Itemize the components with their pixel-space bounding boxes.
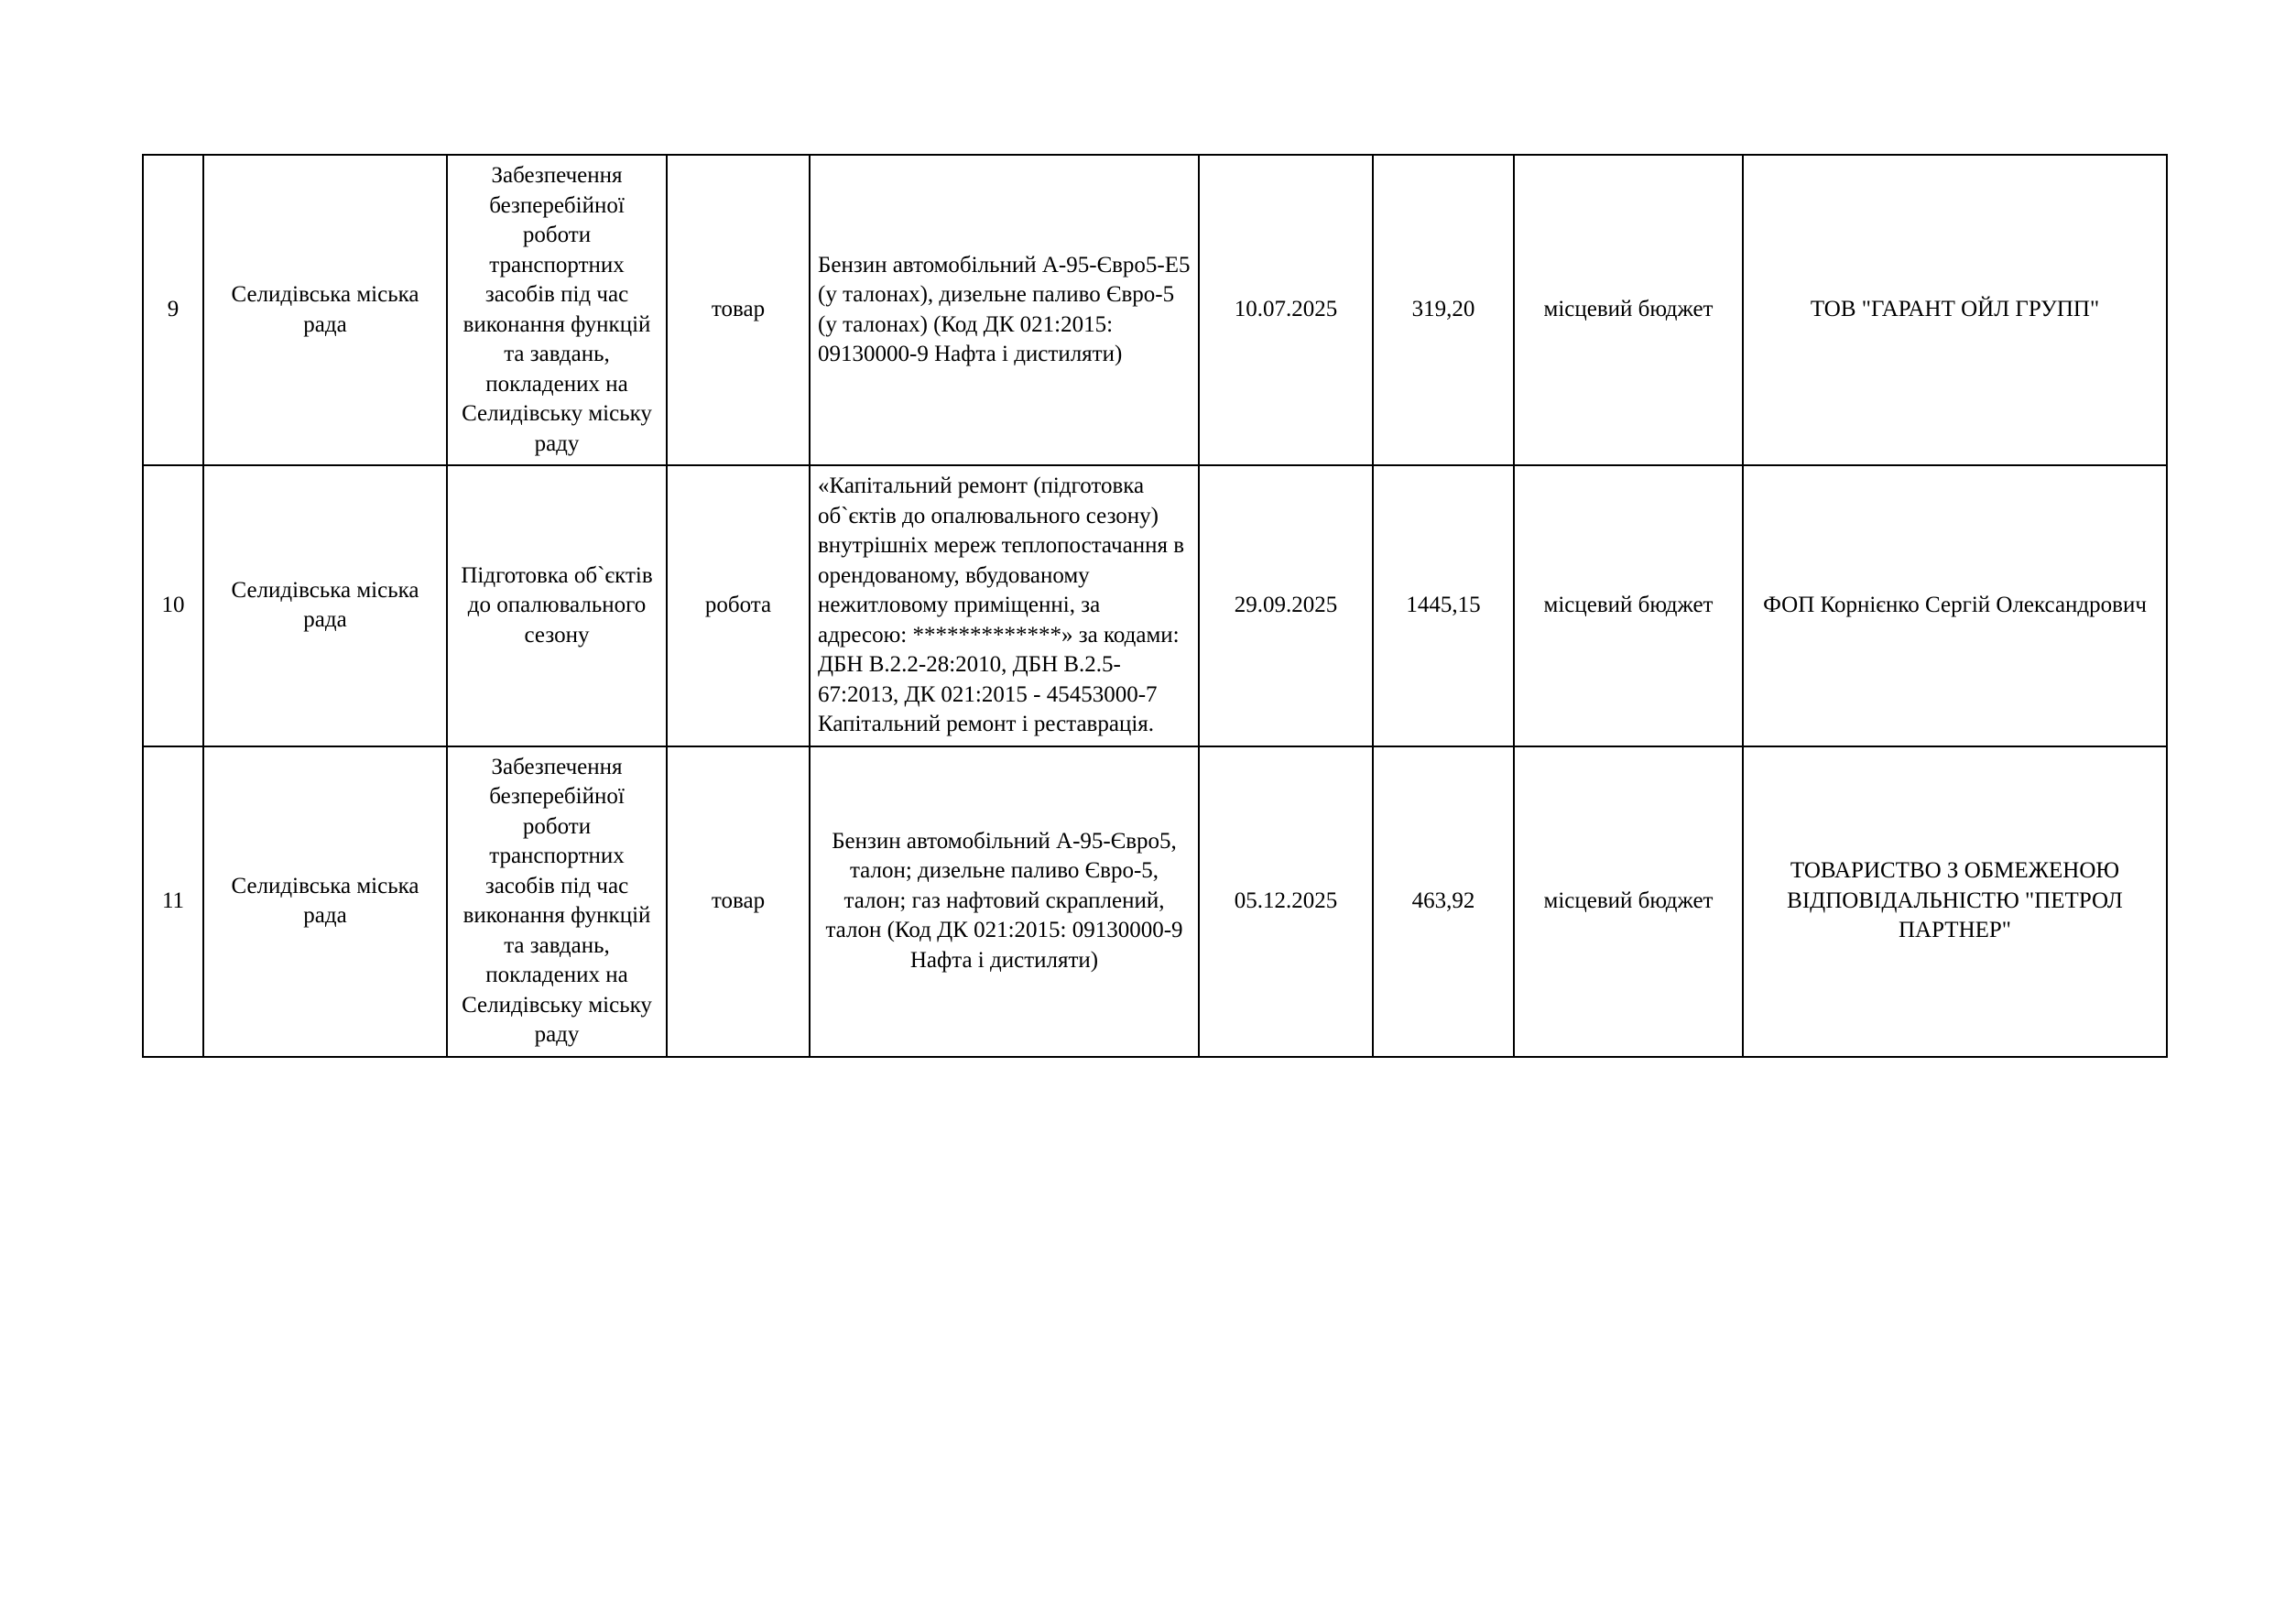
- cell-sum: 319,20: [1373, 155, 1514, 465]
- cell-row-number: 10: [143, 465, 203, 746]
- cell-supplier: ТОВ "ГАРАНТ ОЙЛ ГРУПП": [1743, 155, 2167, 465]
- cell-date: 05.12.2025: [1199, 746, 1373, 1057]
- procurement-table-container: [142, 154, 2166, 1058]
- cell-type: робота: [667, 465, 810, 746]
- cell-type: товар: [667, 155, 810, 465]
- cell-budget-source: місцевий бюджет: [1514, 746, 1743, 1057]
- cell-subject: Підготовка об`єктів до опалювального сезону: [447, 465, 667, 746]
- cell-supplier: ТОВАРИСТВО З ОБМЕЖЕНОЮ ВІДПОВІДАЛЬНІСТЮ "ПЕТРОЛ ПАРТНЕР": [1743, 746, 2167, 1057]
- cell-description: «Капітальний ремонт (підготовка об`єктів до опалювального сезону) внутрішніх мереж теплопостачання в орендованому, вбудованому нежитловому приміщенні, за адресою: *************» за кодами: ДБН В.2.2-28:2010, ДБН В.2.5-67:2013, ДК 021:2015 - 45453000-7 Капітальний ремонт і реставрація.: [810, 465, 1199, 746]
- cell-budget-source: місцевий бюджет: [1514, 155, 1743, 465]
- cell-organization: Селидівська міська рада: [203, 746, 447, 1057]
- cell-date: 10.07.2025: [1199, 155, 1373, 465]
- cell-row-number: 11: [143, 746, 203, 1057]
- cell-budget-source: місцевий бюджет: [1514, 465, 1743, 746]
- cell-date: 29.09.2025: [1199, 465, 1373, 746]
- cell-sum: 1445,15: [1373, 465, 1514, 746]
- cell-sum: 463,92: [1373, 746, 1514, 1057]
- procurement-table: [142, 154, 2168, 1058]
- cell-organization: Селидівська міська рада: [203, 155, 447, 465]
- cell-row-number: 9: [143, 155, 203, 465]
- cell-description: Бензин автомобільний А-95-Євро5, талон; дизельне паливо Євро-5, талон; газ нафтовий скраплений, талон (Код ДК 021:2015: 09130000-9 Нафта і дистиляти): [810, 746, 1199, 1057]
- table-row: [143, 465, 2167, 746]
- cell-supplier: ФОП Корнієнко Сергій Олександрович: [1743, 465, 2167, 746]
- cell-organization: Селидівська міська рада: [203, 465, 447, 746]
- table-row: [143, 155, 2167, 465]
- cell-subject: Забезпечення безперебійної роботи транспортних засобів під час виконання функцій та завдань, покладених на Селидівську міську раду: [447, 155, 667, 465]
- cell-description: Бензин автомобільний А-95-Євро5-Е5 (у талонах), дизельне паливо Євро-5 (у талонах) (Код ДК 021:2015: 09130000-9 Нафта і дистиляти): [810, 155, 1199, 465]
- cell-subject: Забезпечення безперебійної роботи транспортних засобів під час виконання функцій та завдань, покладених на Селидівську міську раду: [447, 746, 667, 1057]
- table-row: [143, 746, 2167, 1057]
- cell-type: товар: [667, 746, 810, 1057]
